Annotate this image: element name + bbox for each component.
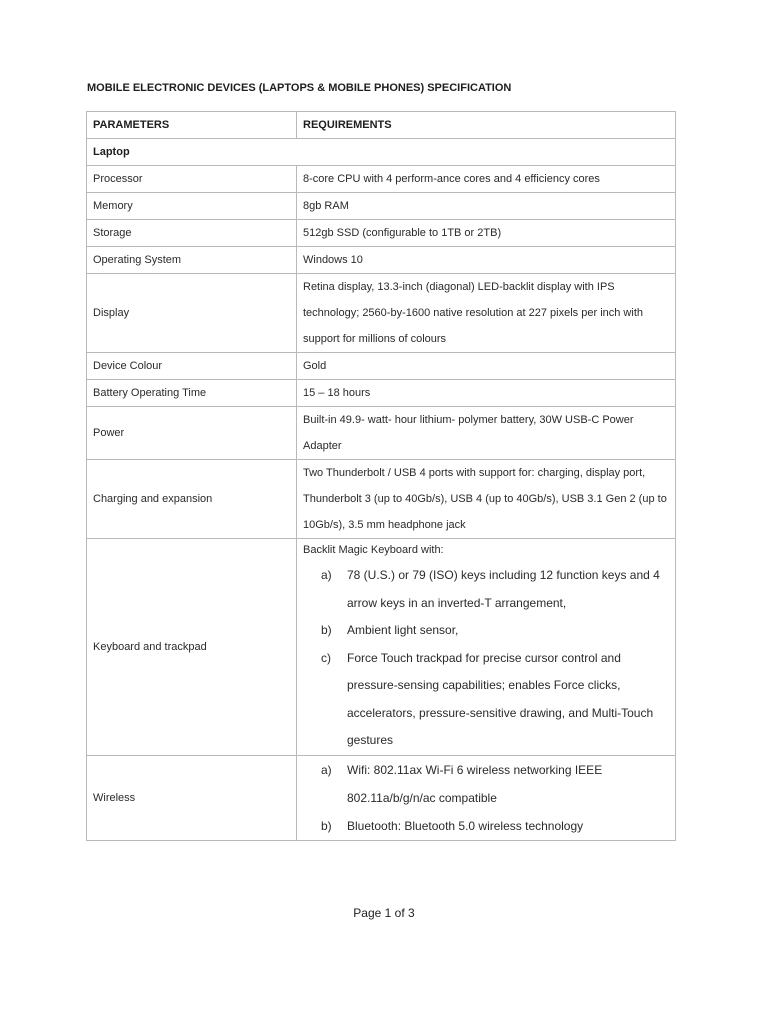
page-number: Page 1 of 3: [353, 906, 415, 920]
req-cell: Two Thunderbolt / USB 4 ports with support for: charging, display port, Thunderbolt 3 (up to 40Gb/s), USB 4 (up to 40Gb/s), USB 3.1 Gen 2 (up to 10Gb/s), 3.5 mm headphone jack: [297, 460, 676, 539]
section-row: [87, 139, 676, 166]
list-marker: a): [321, 762, 332, 777]
header-requirements: REQUIREMENTS: [297, 112, 676, 139]
header-parameters: PARAMETERS: [87, 112, 297, 139]
req-cell: 512gb SSD (configurable to 1TB or 2TB): [297, 220, 676, 247]
specification-table: [86, 111, 676, 841]
table-row: [87, 460, 676, 539]
list-item-text: 78 (U.S.) or 79 (ISO) keys including 12 function keys and 4 arrow keys in an inverted-T arrangement,: [347, 568, 660, 610]
req-cell: 15 – 18 hours: [297, 380, 676, 407]
list-item: [303, 756, 669, 812]
req-cell: 8gb RAM: [297, 193, 676, 220]
table-row: [87, 220, 676, 247]
keyboard-intro: Backlit Magic Keyboard with:: [303, 544, 444, 556]
req-cell: Windows 10: [297, 247, 676, 274]
param-cell: Battery Operating Time: [87, 380, 297, 407]
table-row: [87, 193, 676, 220]
table-row: [87, 353, 676, 380]
param-cell: Keyboard and trackpad: [87, 539, 297, 756]
param-cell: Memory: [87, 193, 297, 220]
list-item-text: Wifi: 802.11ax Wi-Fi 6 wireless networking IEEE 802.11a/b/g/n/ac compatible: [347, 762, 603, 805]
table-row: [87, 166, 676, 193]
table-row: [87, 380, 676, 407]
list-item: [303, 645, 669, 755]
param-cell: Display: [87, 274, 297, 353]
req-cell: Built-in 49.9- watt- hour lithium- polymer battery, 30W USB-C Power Adapter: [297, 407, 676, 460]
param-cell: Operating System: [87, 247, 297, 274]
param-cell: Storage: [87, 220, 297, 247]
table-row: [87, 539, 676, 756]
table-row: [87, 755, 676, 840]
list-marker: a): [321, 568, 332, 582]
param-cell: Wireless: [87, 755, 297, 840]
param-cell: Device Colour: [87, 353, 297, 380]
req-cell: [297, 755, 676, 840]
section-laptop: Laptop: [87, 139, 676, 166]
table-row: [87, 247, 676, 274]
req-cell: 8-core CPU with 4 perform-ance cores and 4 efficiency cores: [297, 166, 676, 193]
table-header-row: [87, 112, 676, 139]
document-title: MOBILE ELECTRONIC DEVICES (LAPTOPS & MOBILE PHONES) SPECIFICATION: [87, 82, 512, 94]
list-item-text: Force Touch trackpad for precise cursor control and pressure-sensing capabilities; enables Force clicks, accelerators, pressure-sensitive drawing, and Multi-Touch gestures: [347, 650, 654, 747]
list-marker: c): [321, 650, 331, 665]
req-cell: [297, 539, 676, 756]
list-item: [303, 562, 669, 617]
wireless-list: [303, 756, 669, 840]
param-cell: Charging and expansion: [87, 460, 297, 539]
param-cell: Power: [87, 407, 297, 460]
param-cell: Processor: [87, 166, 297, 193]
req-cell: Retina display, 13.3-inch (diagonal) LED-backlit display with IPS technology; 2560-by-1600 native resolution at 227 pixels per inch with support for millions of colours: [297, 274, 676, 353]
keyboard-list: [303, 562, 669, 755]
list-marker: b): [321, 818, 332, 833]
list-item-text: Ambient light sensor,: [347, 623, 459, 637]
table-row: [87, 407, 676, 460]
list-marker: b): [321, 623, 332, 637]
req-cell: Gold: [297, 353, 676, 380]
list-item-text: Bluetooth: Bluetooth 5.0 wireless technology: [347, 818, 584, 833]
table-row: [87, 274, 676, 353]
list-item: [303, 812, 669, 840]
list-item: [303, 617, 669, 645]
